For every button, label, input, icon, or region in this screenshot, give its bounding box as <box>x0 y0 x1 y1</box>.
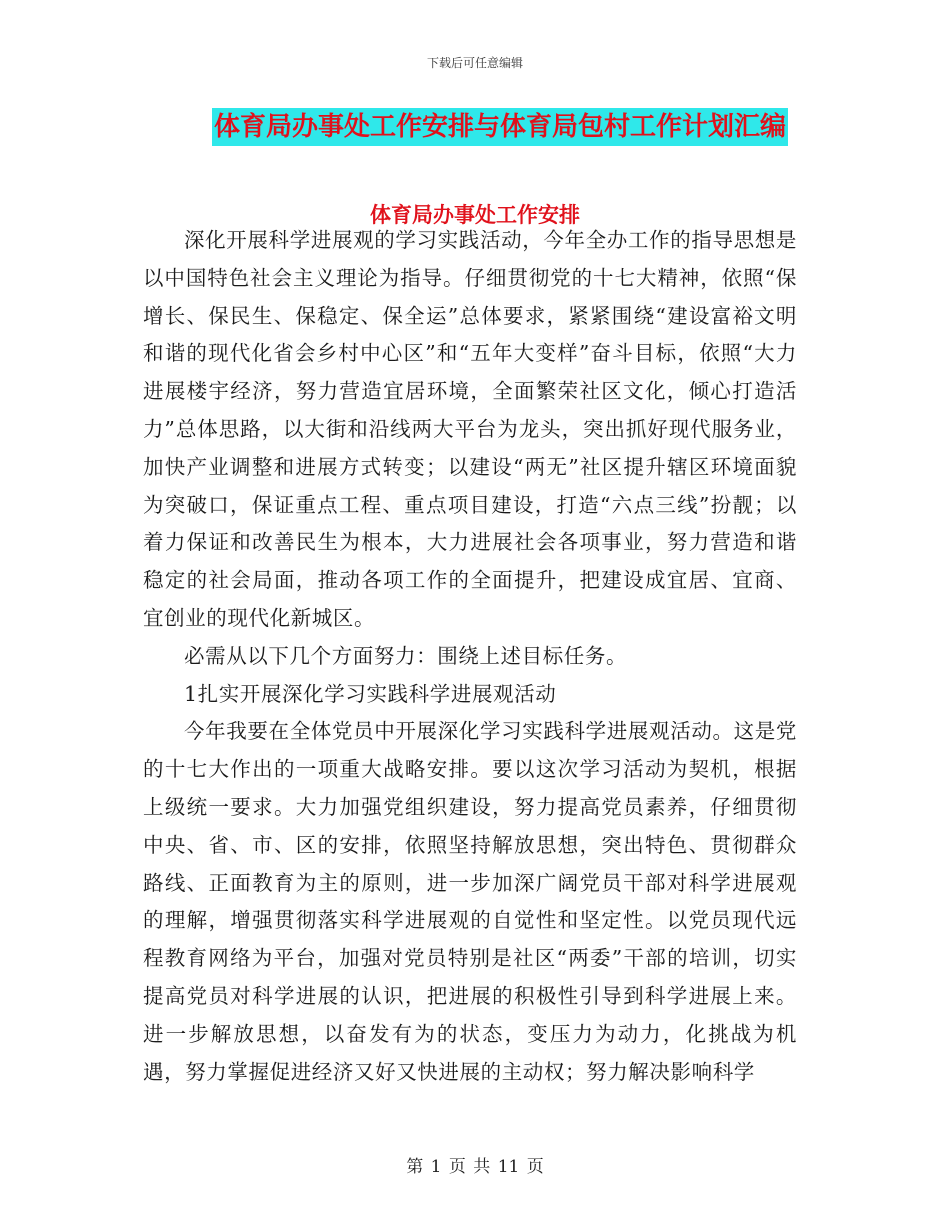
body-paragraph: 1扎实开展深化学习实践科学进展观活动 <box>184 681 557 706</box>
document-title: 体育局办事处工作安排与体育局包村工作计划汇编 <box>212 108 788 146</box>
body-paragraph: 深化开展科学进展观的学习实践活动，今年全办工作的指导思想是以中国特色社会主义理论为指导。仔细贯彻党的十七大精神，依照“保增长、保民生、保稳定、保全运”总体要求，紧紧围绕“建设富裕文明和谐的现代化省会乡村中心区”和“五年大变样”奋斗目标，依照“大力进展楼宇经济，努力营造宜居环境，全面繁荣社区文化，倾心打造活力”总体思路，以大街和沿线两大平台为龙头，突出抓好现代服务业，加快产业调整和进展方式转变；以建设“两无”社区提升辖区环境面貌为突破口，保证重点工程、重点项目建设，打造“六点三线”扮靓；以着力保证和改善民生为根本，大力进展社会各项事业，努力营造和谐稳定的社会局面，推动各项工作的全面提升，把建设成宜居、宜商、宜创业的现代化新城区。 <box>143 228 797 630</box>
main-title-container <box>0 108 950 146</box>
page-footer: 第 1 页 共 11 页 <box>406 1157 544 1177</box>
document-body <box>143 222 797 1091</box>
section-title: 体育局办事处工作安排 <box>370 203 580 227</box>
body-paragraph: 今年我要在全体党员中开展深化学习实践科学进展观活动。这是党的十七大作出的一项重大战略安排。要以这次学习活动为契机，根据上级统一要求。大力加强党组织建设，努力提高党员素养，仔细贯彻中央、省、市、区的安排，依照坚持解放思想，突出特色、贯彻群众路线、正面教育为主的原则，进一步加深广阔党员干部对科学进展观的理解，增强贯彻落实科学进展观的自觉性和坚定性。以党员现代远程教育网络为平台，加强对党员特别是社区“两委”干部的培训，切实提高党员对科学进展的认识，把进展的积极性引导到科学进展上来。进一步解放思想，以奋发有为的状态，变压力为动力，化挑战为机遇，努力掌握促进经济又好又快进展的主动权；努力解决影响科学 <box>143 719 797 1084</box>
header-note: 下载后可任意编辑 <box>426 56 523 70</box>
body-paragraph: 必需从以下几个方面努力：围绕上述目标任务。 <box>184 643 628 668</box>
